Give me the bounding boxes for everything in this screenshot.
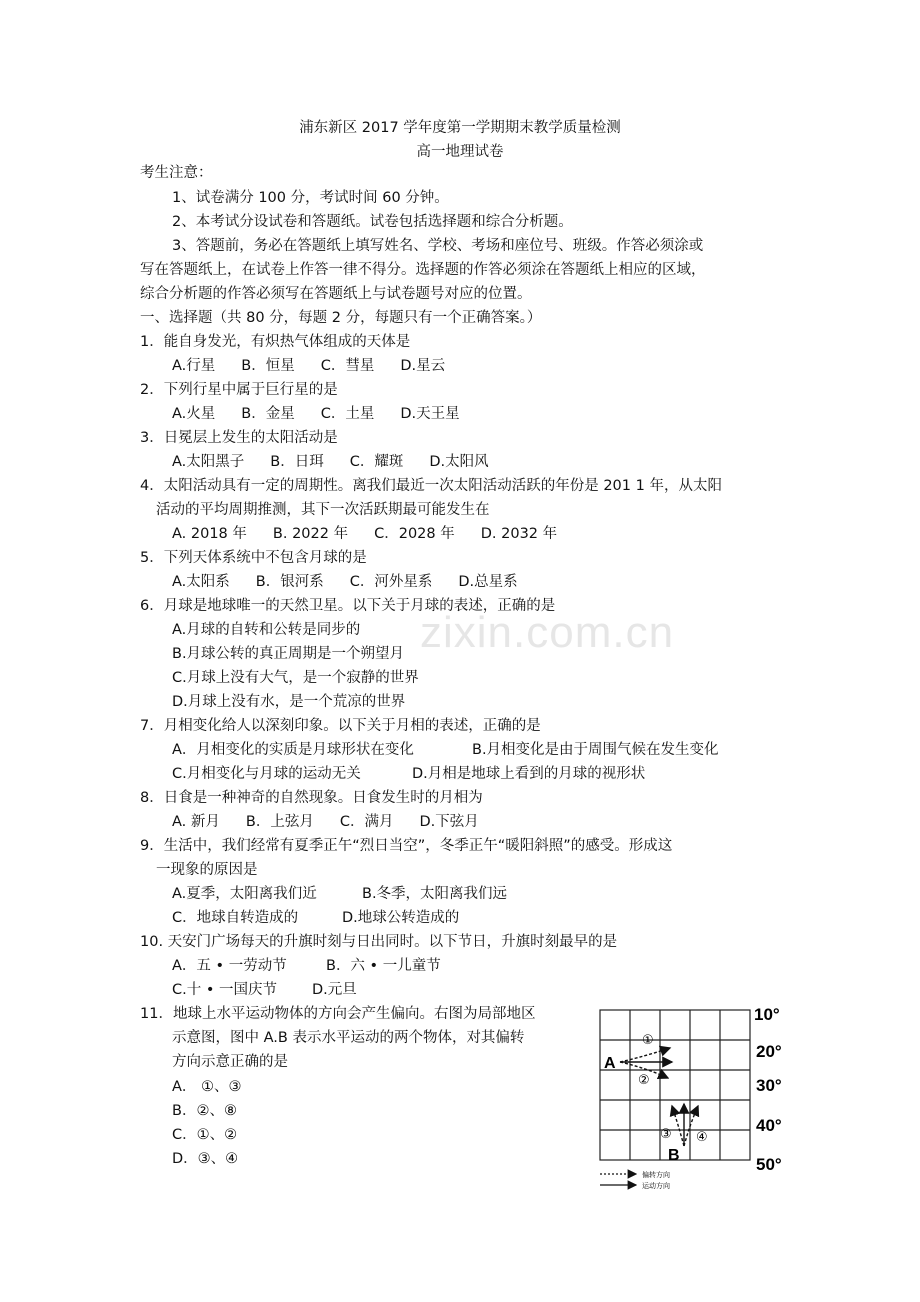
legend-label: 运动方向	[642, 1182, 670, 1190]
option: C．土星	[320, 406, 375, 422]
option: C．彗星	[320, 358, 375, 374]
option: B. 2022 年	[272, 526, 349, 542]
option: A. 新月	[172, 814, 220, 830]
question-5: 5．下列天体系统中不包含月球的是	[140, 550, 367, 566]
question-9: 9．生活中，我们经常有夏季正午“烈日当空”，冬季正午“暖阳斜照”的感受。形成这	[140, 838, 673, 854]
question-4: 4．太阳活动具有一定的周期性。离我们最近一次太阳活动活跃的年份是 201 1 年，从太阳	[140, 478, 722, 494]
section-heading: 一、选择题（共 80 分，每题 2 分，每题只有一个正确答案。）	[140, 310, 542, 326]
option: B．上弦月	[245, 814, 314, 830]
question-5-options	[172, 572, 544, 592]
question-8: 8．日食是一种神奇的自然现象。日食发生时的月相为	[140, 790, 483, 806]
question-1-options	[172, 356, 471, 376]
question-6: 6．月球是地球唯一的天然卫星。以下关于月球的表述，正确的是	[140, 598, 556, 614]
question-2-options	[172, 404, 486, 424]
marker-label: ③	[660, 1127, 672, 1142]
option: D.太阳风	[429, 454, 489, 470]
question-11-cont-1: 示意图，图中 A.B 表示水平运动的两个物体，对其偏转	[172, 1030, 525, 1046]
option: D.地球公转造成的	[342, 910, 460, 926]
option: A.行星	[172, 358, 216, 374]
option: C．地球自转造成的	[172, 910, 299, 926]
option: B.月相变化是由于周围气候在发生变化	[472, 742, 719, 758]
question-9-cont: 一现象的原因是	[156, 862, 258, 878]
notice-item-2: 2、本考试分设试卷和答题纸。试卷包括选择题和综合分析题。	[172, 214, 573, 230]
notice-item-3-cont-2: 综合分析题的作答必须写在答题纸上与试卷题号对应的位置。	[140, 286, 532, 302]
notice-item-1: 1、试卷满分 100 分，考试时间 60 分钟。	[172, 190, 449, 206]
option: D.下弦月	[419, 814, 479, 830]
marker-label: ④	[696, 1130, 708, 1145]
question-2: 2．下列行星中属于巨行星的是	[140, 382, 338, 398]
exam-subtitle: 高一地理试卷	[416, 144, 504, 160]
option: D.月球上没有水，是一个荒凉的世界	[172, 694, 406, 710]
option: D.元旦	[312, 982, 357, 998]
option: B．日珥	[270, 454, 324, 470]
option: B．恒星	[241, 358, 295, 374]
notice-item-3: 3、答题前，务必在答题纸上填写姓名、学校、考场和座位号、班级。作答必须涂或	[172, 238, 704, 254]
lat-label: 30°	[756, 1076, 782, 1095]
lat-label: 50°	[756, 1155, 782, 1174]
question-3: 3．日冕层上发生的太阳活动是	[140, 430, 338, 446]
grid	[600, 1010, 750, 1160]
option: D．③、④	[172, 1151, 239, 1167]
notice-heading: 考生注意：	[140, 165, 213, 181]
option: A.月球的自转和公转是同步的	[172, 622, 361, 638]
option: B．六 • 一儿童节	[326, 958, 441, 974]
question-4-cont: 活动的平均周期推测，其下一次活跃期最可能发生在	[156, 502, 490, 518]
option: A.太阳系	[172, 574, 230, 590]
question-11-cont-2: 方向示意正确的是	[172, 1054, 288, 1070]
option: B．金星	[241, 406, 295, 422]
option: D.天王星	[400, 406, 460, 422]
lat-label: 20°	[756, 1042, 782, 1061]
marker-label: ①	[642, 1033, 654, 1048]
option: A.夏季，太阳离我们近	[172, 886, 317, 902]
point-a-label: A	[604, 1055, 616, 1072]
arrows-b	[672, 1104, 698, 1146]
option: A.火星	[172, 406, 216, 422]
option: D.总星系	[458, 574, 518, 590]
watermark: zixin.com.cn	[420, 608, 675, 657]
option: A．月相变化的实质是月球形状在变化	[172, 742, 414, 758]
option: B．②、⑧	[172, 1103, 237, 1119]
question-4-options	[172, 524, 583, 544]
option: A． ①、③	[172, 1079, 242, 1095]
option: B.月球公转的真正周期是一个朔望月	[172, 646, 405, 662]
option: A. 2018 年	[172, 526, 247, 542]
question-8-options	[172, 812, 505, 832]
option: C.月球上没有大气，是一个寂静的世界	[172, 670, 419, 686]
option: B.冬季，太阳离我们远	[362, 886, 508, 902]
option: C.十 • 一国庆节	[172, 982, 278, 998]
option: C．河外星系	[349, 574, 433, 590]
option: C．耀斑	[349, 454, 404, 470]
question-1: 1．能自身发光，有炽热气体组成的天体是	[140, 334, 411, 350]
point-b-label: B	[668, 1147, 680, 1164]
option: C.月相变化与月球的运动无关	[172, 766, 361, 782]
marker-label: ②	[638, 1073, 650, 1088]
option: D.月相是地球上看到的月球的视形状	[412, 766, 646, 782]
option: A.太阳黑子	[172, 454, 245, 470]
lat-label: 40°	[756, 1116, 782, 1135]
lat-label: 10°	[754, 1005, 780, 1024]
option: D. 2032 年	[480, 526, 558, 542]
option: B．银河系	[255, 574, 324, 590]
option: C．满月	[339, 814, 394, 830]
question-7: 7．月相变化给人以深刻印象。以下关于月相的表述，正确的是	[140, 718, 541, 734]
question-11: 11．地球上水平运动物体的方向会产生偏向。右图为局部地区	[140, 1006, 536, 1022]
legend-label: 偏转方向	[642, 1171, 670, 1179]
deflection-diagram	[596, 1004, 806, 1194]
option: C．2028 年	[374, 526, 455, 542]
option: C．①、②	[172, 1127, 238, 1143]
question-10: 10. 天安门广场每天的升旗时刻与日出同时。以下节日，升旗时刻最早的是	[140, 934, 618, 950]
option: A．五 • 一劳动节	[172, 958, 287, 974]
question-3-options	[172, 452, 515, 472]
notice-item-3-cont-1: 写在答题纸上，在试卷上作答一律不得分。选择题的作答必须涂在答题纸上相应的区域，	[140, 262, 706, 278]
legend	[600, 1170, 670, 1190]
option: D.星云	[400, 358, 446, 374]
exam-title: 浦东新区 2017 学年度第一学期期末教学质量检测	[299, 120, 621, 136]
